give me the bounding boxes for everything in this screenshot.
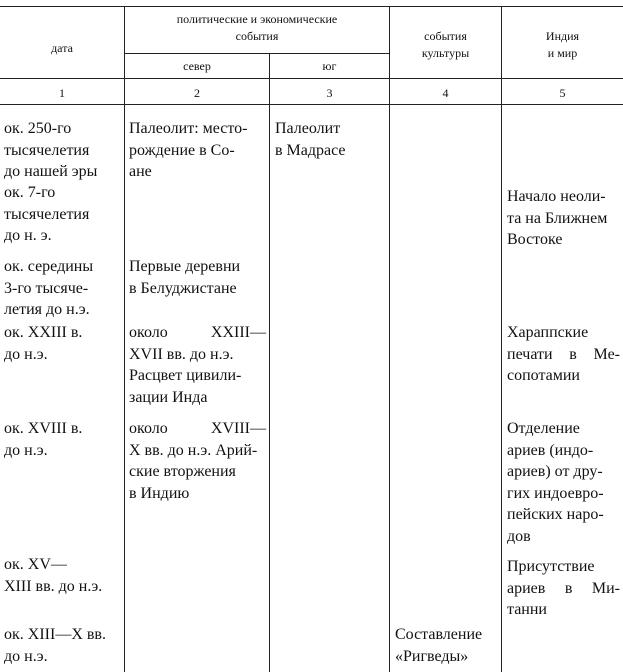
row1-date: ок. 250-го тысячелетия до нашей эры bbox=[4, 120, 98, 180]
column-divider-1 bbox=[124, 6, 125, 672]
column-divider-4 bbox=[501, 6, 502, 672]
column-number: 1 bbox=[59, 86, 65, 100]
column-number: 4 bbox=[442, 86, 449, 100]
column-divider-2 bbox=[269, 53, 270, 672]
header-politics: политические и экономические события bbox=[176, 12, 338, 43]
row5-date: ок. XVIII в. до н.э. bbox=[4, 420, 83, 459]
row5-india: Отделение ариев (индо- ариев) от дру- гих индоевро- пейских наро- дов bbox=[507, 420, 604, 545]
header-south: юг bbox=[322, 59, 337, 73]
header-india: Индия и мир bbox=[545, 29, 580, 60]
row4-date: ок. XXIII в. до н.э. bbox=[4, 324, 83, 363]
row4-north: около XXIII— XVII вв. до н.э. Расцвет цивили- зации Инда bbox=[129, 324, 266, 406]
header-north: север bbox=[183, 59, 211, 73]
column-divider-3 bbox=[389, 6, 390, 672]
numbers-bottom-rule bbox=[0, 104, 623, 105]
column-number: 5 bbox=[559, 86, 566, 100]
column-number: 2 bbox=[194, 86, 200, 100]
row4-india: Хараппские печати в Ме- сопотамии bbox=[507, 324, 620, 384]
header-bottom-rule bbox=[0, 78, 623, 79]
row1-south: Палеолит в Мадрасе bbox=[275, 120, 346, 159]
row6-india: Присутствие ариев в Ми- танни bbox=[507, 558, 620, 618]
row6-date: ок. XV— XIII вв. до н.э. bbox=[4, 556, 103, 595]
header-subrule bbox=[125, 53, 389, 54]
row5-north: около XVIII— X вв. до н.э. Арий- ские вторжения в Индию bbox=[129, 420, 266, 502]
row2-india: Начало неоли- та на Ближнем Востоке bbox=[507, 188, 608, 248]
column-number: 3 bbox=[326, 86, 333, 100]
row3-date: ок. середины 3-го тысяче- летия до н.э. bbox=[4, 258, 94, 318]
row7-date: ок. XIII—X вв. до н.э. bbox=[4, 626, 106, 665]
header-date: дата bbox=[51, 41, 73, 55]
header-culture: события культуры bbox=[421, 29, 470, 60]
table-top-rule bbox=[0, 6, 623, 7]
row2-date: ок. 7-го тысячелетия до н. э. bbox=[4, 184, 90, 244]
row3-north: Первые деревни в Белуджистане bbox=[129, 258, 241, 297]
row1-north: Палеолит: место- рождение в Со- ане bbox=[129, 120, 248, 180]
row7-culture: Составление «Ригведы» bbox=[395, 626, 483, 665]
